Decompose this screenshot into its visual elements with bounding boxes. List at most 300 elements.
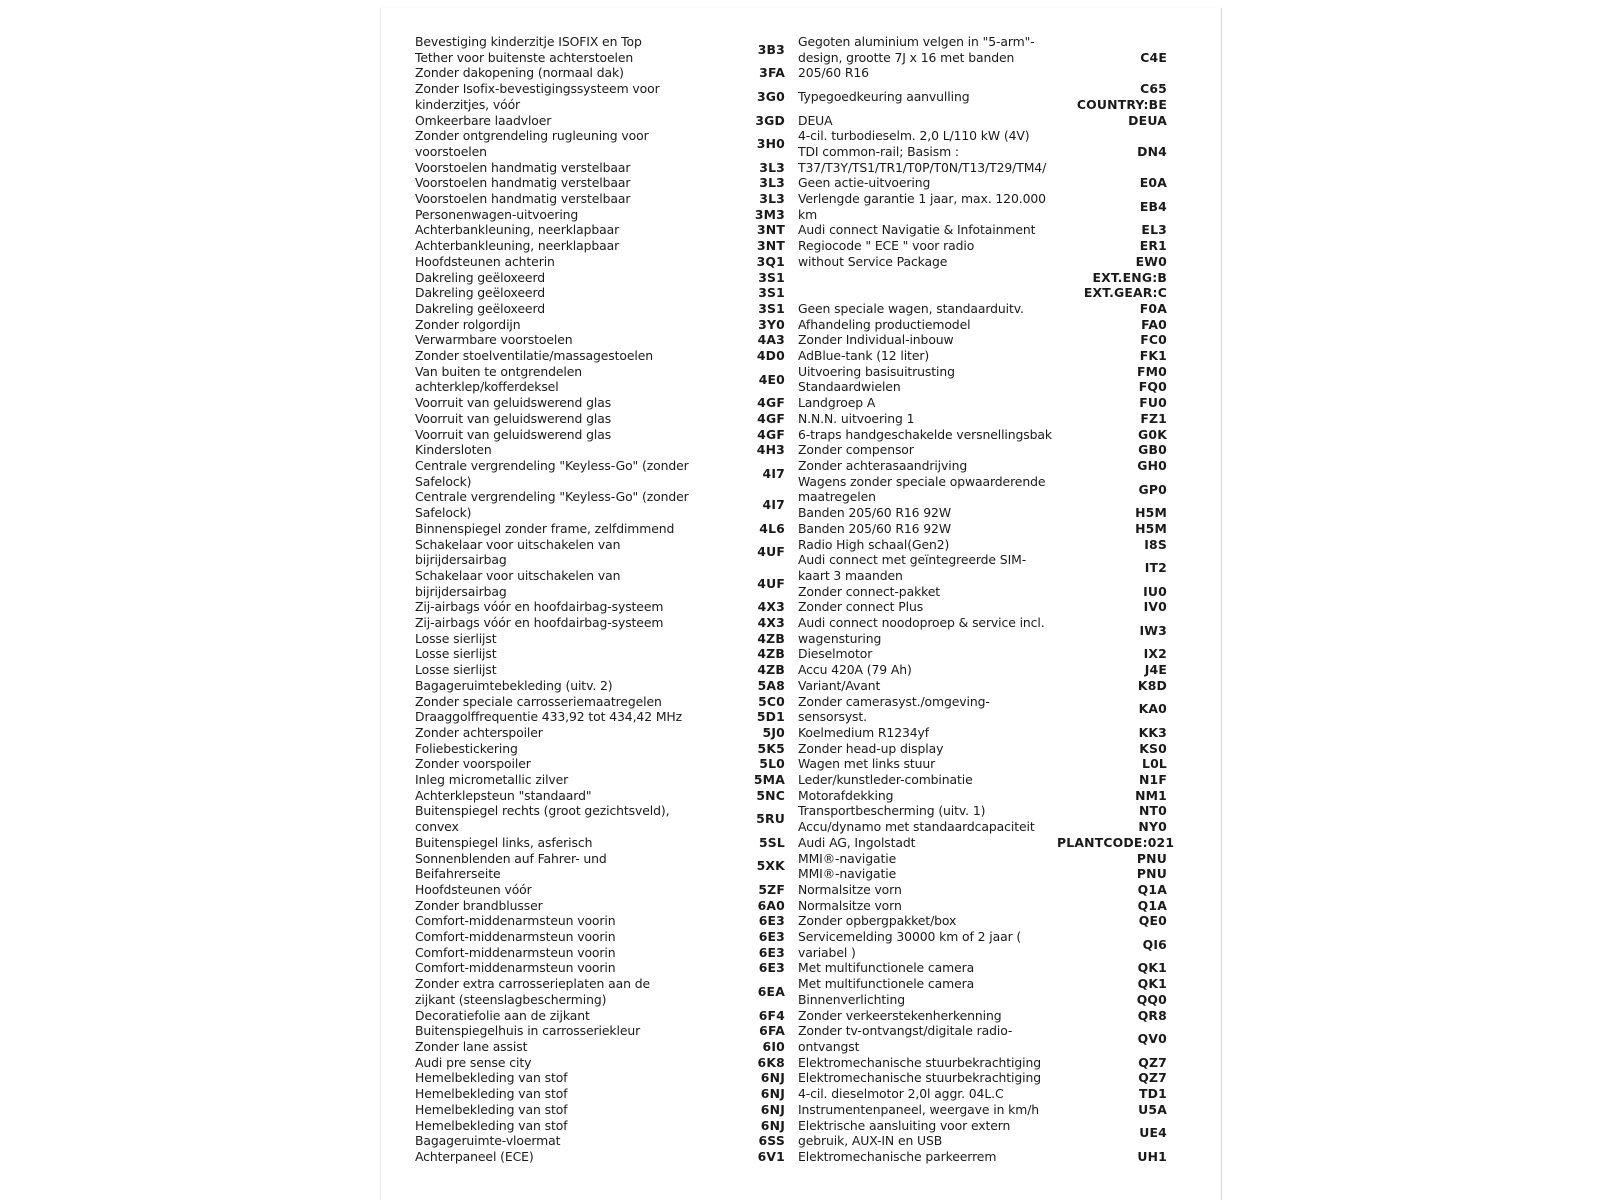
option-code: 3Q1	[756, 253, 785, 269]
option-code: ER1	[1139, 238, 1167, 254]
option-row	[415, 395, 785, 411]
option-description: Zonder connect Plus	[798, 599, 924, 615]
option-description: 6-traps handgeschakelde versnellingsbak	[798, 426, 1052, 442]
option-code: EW0	[1135, 253, 1167, 269]
option-row	[415, 1133, 785, 1149]
option-row	[798, 1008, 1167, 1024]
option-description: Geen speciale wagen, standaarduitv.	[798, 300, 1024, 316]
option-code: U5A	[1138, 1101, 1167, 1117]
option-description: MMI®-navigatie	[798, 866, 897, 882]
option-description: Regiocode " ECE " voor radio	[798, 238, 975, 254]
option-code: 4I7	[762, 465, 785, 481]
option-code: FC0	[1140, 332, 1167, 348]
option-code: 4D0	[756, 348, 785, 364]
option-description: Met multifunctionele camera	[798, 960, 975, 976]
option-code: FQ0	[1138, 379, 1167, 395]
option-row	[798, 882, 1167, 898]
option-row	[415, 285, 785, 301]
option-description: Voorruit van geluidswerend glas	[415, 426, 612, 442]
option-code: QE0	[1138, 913, 1167, 929]
option-code: GP0	[1138, 481, 1167, 497]
option-description: Achterbankleuning, neerklapbaar	[415, 222, 620, 238]
option-code: 6NJ	[760, 1070, 785, 1086]
option-description: 4-cil. dieselmotor 2,0l aggr. 04L.C	[798, 1086, 1004, 1102]
option-description: Hoofdsteunen vóór	[415, 881, 532, 897]
option-row	[415, 929, 785, 945]
option-description: Voorstoelen handmatig verstelbaar	[415, 175, 631, 191]
option-code: 5XK	[756, 858, 785, 874]
option-code: DEUA	[1128, 112, 1167, 128]
option-description: Decoratiefolie aan de zijkant	[415, 1007, 590, 1023]
option-code: 6EA	[757, 984, 785, 1000]
option-description: Zij-airbags vóór en hoofdairbag-systeem	[415, 599, 664, 615]
option-description: 4-cil. turbodieselm. 2,0 L/110 kW (4V) TDI common-rail; Basism : T37/T3Y/TS1/TR1/T0P/T0N/T13/T29/TM4/	[798, 128, 1047, 175]
option-code: 6F4	[758, 1007, 785, 1023]
option-description: Landgroep A	[798, 395, 876, 411]
option-code: 5NC	[756, 787, 785, 803]
option-code: E0A	[1139, 175, 1167, 191]
option-code: IU0	[1143, 583, 1167, 599]
option-description: Leder/kunstleder-combinatie	[798, 772, 973, 788]
option-code: 6E3	[758, 960, 785, 976]
option-row	[798, 834, 1175, 851]
option-row	[415, 489, 785, 520]
option-description: Hemelbekleding van stof	[415, 1070, 568, 1086]
option-description: Achterpaneel (ECE)	[415, 1148, 534, 1164]
option-description: Zonder camerasyst./omgeving- sensorsyst.	[798, 693, 990, 725]
option-row	[798, 128, 1167, 175]
option-code: FZ1	[1140, 410, 1167, 426]
option-row	[415, 835, 785, 851]
option-code: QQ0	[1136, 991, 1167, 1007]
option-row	[415, 709, 785, 725]
option-code: 5SL	[758, 834, 785, 850]
option-code: NT0	[1138, 803, 1167, 819]
option-row	[415, 317, 785, 333]
option-code: C4E	[1140, 49, 1167, 65]
option-row	[798, 427, 1167, 443]
option-description: Met multifunctionele camera	[798, 976, 975, 992]
option-row	[415, 1086, 785, 1102]
option-description: AdBlue-tank (12 liter)	[798, 348, 930, 364]
right-options-column	[798, 34, 1175, 1165]
option-code: 5MA	[753, 772, 785, 788]
option-code: 6NJ	[760, 1101, 785, 1117]
option-row	[415, 364, 785, 395]
option-row	[798, 191, 1167, 222]
option-row	[798, 599, 1167, 615]
option-description: Banden 205/60 R16 92W	[798, 520, 951, 536]
option-code: QK1	[1137, 976, 1167, 992]
option-row	[798, 913, 1167, 929]
option-row	[415, 662, 785, 678]
option-description: Zonder lane assist	[415, 1039, 528, 1054]
option-description: Instrumentenpaneel, weergave in km/h	[798, 1101, 1040, 1117]
option-description: Variant/Avant	[798, 677, 881, 693]
option-description: Schakelaar voor uitschakelen van bijrijdersairbag	[415, 536, 621, 568]
option-description: Elektrische aansluiting voor extern gebruik, AUX-IN en USB	[798, 1117, 1011, 1149]
option-code: Q1A	[1137, 881, 1167, 897]
option-row	[798, 1102, 1167, 1118]
option-code: KA0	[1138, 701, 1167, 717]
option-description: Servicemelding 30000 km of 2 jaar ( variabel )	[798, 929, 1022, 960]
option-description: Achterklepsteun "standaard"	[415, 787, 592, 803]
option-code: 3L3	[759, 159, 785, 175]
option-description: Bagageruimtebekleding (uitv. 2)	[415, 677, 613, 693]
option-code: 6SS	[758, 1133, 785, 1149]
option-code: G0K	[1138, 426, 1167, 442]
option-description: Zonder achterasaandrijving	[798, 457, 968, 473]
option-row	[798, 662, 1167, 678]
option-description: Standaardwielen	[798, 379, 901, 395]
option-code: NY0	[1138, 819, 1167, 835]
option-description: Audi AG, Ingolstadt	[798, 834, 916, 850]
option-code: 4E0	[758, 371, 785, 387]
option-row	[798, 348, 1167, 364]
option-code: FM0	[1136, 363, 1167, 379]
option-row	[415, 411, 785, 427]
option-description: Zonder ontgrendeling rugleuning voor voorstoelen	[415, 128, 649, 159]
option-code: IW3	[1139, 622, 1167, 638]
option-code: 3NT	[756, 222, 785, 238]
option-code: 3Y0	[758, 316, 785, 332]
option-description: MMI®-navigatie	[798, 850, 897, 866]
option-description: Audi connect Navigatie & Infotainment	[798, 222, 1036, 238]
option-description: Draaggolffrequentie 433,92 tot 434,42 MHz	[415, 709, 683, 725]
option-row	[798, 1118, 1167, 1149]
option-row	[415, 521, 785, 537]
option-code: H5M	[1135, 520, 1167, 536]
option-code: IV0	[1143, 599, 1167, 615]
option-description: Normalsitze vorn	[798, 881, 902, 897]
option-code: FU0	[1139, 395, 1167, 411]
option-description: Zij-airbags vóór en hoofdairbag-systeem	[415, 615, 664, 631]
option-code: 3GD	[755, 112, 785, 128]
option-description: Wagens zonder speciale opwaarderende maatregelen	[798, 473, 1046, 505]
option-code: 4X3	[757, 615, 785, 631]
option-row	[798, 395, 1167, 411]
option-description: Comfort-middenarmsteun voorin	[415, 913, 616, 929]
option-description: Verlengde garantie 1 jaar, max. 120.000 km	[798, 191, 1046, 222]
option-code: I8S	[1144, 536, 1167, 552]
option-code: 6NJ	[760, 1117, 785, 1133]
option-row	[415, 301, 785, 317]
option-code: EXT.ENG:B	[1092, 269, 1167, 285]
option-row	[415, 1055, 785, 1071]
option-description: Inleg micrometallic zilver	[415, 772, 569, 788]
option-code: QR8	[1137, 1007, 1167, 1023]
option-code: EL3	[1141, 222, 1167, 238]
option-description: Zonder verkeerstekenherkenning	[798, 1007, 1002, 1023]
option-code: GB0	[1138, 442, 1167, 458]
option-description: Normalsitze vorn	[798, 897, 902, 913]
option-row	[415, 568, 785, 599]
option-description: Foliebestickering	[415, 740, 518, 756]
option-code: 4H3	[756, 442, 785, 458]
option-row	[798, 960, 1167, 976]
option-row	[415, 1070, 785, 1086]
option-code: N1F	[1138, 772, 1167, 788]
option-description: Voorstoelen handmatig verstelbaar	[415, 191, 631, 207]
option-code: 6FA	[759, 1023, 785, 1039]
option-row	[415, 976, 785, 1007]
option-row	[415, 599, 785, 615]
option-description: Dakreling geëloxeerd	[415, 300, 545, 316]
option-code: NM1	[1135, 787, 1167, 803]
option-code: 6K8	[757, 1054, 785, 1070]
option-description: Comfort-middenarmsteun voorin	[415, 960, 616, 976]
option-description: Zonder speciale carrosseriemaatregelen	[415, 693, 662, 709]
option-code: UE4	[1139, 1125, 1167, 1141]
option-description: Zonder dakopening (normaal dak)	[415, 65, 624, 81]
option-description: Buitenspiegel rechts (groot gezichtsveld), convex	[415, 803, 670, 835]
option-code: 3M3	[754, 206, 785, 222]
option-row	[415, 254, 785, 270]
option-row	[798, 552, 1167, 583]
option-row	[415, 1039, 785, 1055]
option-code: EB4	[1139, 198, 1167, 214]
option-description: Centrale vergrendeling "Keyless-Go" (zonder Safelock)	[415, 457, 689, 489]
option-row	[798, 725, 1167, 741]
option-row	[798, 694, 1167, 725]
option-code: H5M	[1135, 505, 1167, 521]
option-row	[415, 332, 785, 348]
option-description: Hemelbekleding van stof	[415, 1086, 568, 1102]
option-row	[798, 898, 1167, 914]
option-row	[415, 945, 785, 961]
option-description: Zonder connect-pakket	[798, 583, 941, 599]
option-code: 6E3	[758, 913, 785, 929]
option-description: Zonder stoelventilatie/massagestoelen	[415, 348, 654, 364]
option-row	[798, 929, 1167, 960]
option-code: 3NT	[756, 238, 785, 254]
option-description: Voorruit van geluidswerend glas	[415, 410, 612, 426]
option-row	[798, 1149, 1167, 1165]
option-row	[798, 584, 1167, 600]
option-code: PNU	[1136, 850, 1167, 866]
option-description: Elektromechanische stuurbekrachtiging	[798, 1054, 1042, 1070]
option-row	[798, 646, 1167, 662]
option-code: 6E3	[758, 944, 785, 960]
option-row	[415, 128, 785, 159]
option-row	[415, 1008, 785, 1024]
option-code: FK1	[1139, 348, 1167, 364]
option-row	[798, 992, 1167, 1008]
option-code: 4ZB	[757, 646, 785, 662]
option-code: IT2	[1144, 560, 1167, 576]
option-row	[798, 976, 1167, 992]
option-description: Zonder extra carrosserieplaten aan de zijkant (steenslagbescherming)	[415, 976, 650, 1007]
option-code: 5K5	[757, 740, 785, 756]
option-description: Afhandeling productiemodel	[798, 316, 971, 332]
option-code: 3S1	[758, 300, 785, 316]
option-description: Elektromechanische parkeerrem	[798, 1148, 997, 1164]
option-description: Buitenspiegelhuis in carrosseriekleur	[415, 1023, 641, 1039]
option-row	[415, 537, 785, 568]
option-row	[798, 458, 1167, 474]
option-row	[798, 270, 1167, 286]
option-code: TD1	[1139, 1086, 1167, 1102]
option-code: QV0	[1137, 1031, 1167, 1047]
option-description: Comfort-middenarmsteun voorin	[415, 944, 616, 960]
option-code: L0L	[1141, 756, 1167, 772]
option-description: Hemelbekleding van stof	[415, 1101, 568, 1117]
option-row	[415, 1023, 785, 1039]
option-description: Motorafdekking	[798, 787, 894, 803]
option-row	[798, 1086, 1167, 1102]
option-row	[415, 207, 785, 223]
option-description: Elektromechanische stuurbekrachtiging	[798, 1070, 1042, 1086]
option-row	[798, 1023, 1167, 1054]
option-description: Audi connect noodoproep & service incl. wagensturing	[798, 615, 1045, 646]
option-description: Radio High schaal(Gen2)	[798, 536, 950, 552]
option-code: 3L3	[759, 175, 785, 191]
option-row	[798, 819, 1167, 835]
option-row	[415, 191, 785, 207]
option-code: 6A0	[757, 897, 785, 913]
option-row	[415, 725, 785, 741]
option-code: 3G0	[756, 88, 785, 104]
option-description: Audi pre sense city	[415, 1054, 532, 1070]
option-row	[415, 615, 785, 631]
option-description: Binnenspiegel zonder frame, zelfdimmend	[415, 520, 675, 536]
option-row	[415, 631, 785, 647]
option-row	[415, 270, 785, 286]
option-code: DN4	[1137, 143, 1167, 159]
option-description: Zonder compensor	[798, 442, 914, 458]
option-row	[798, 537, 1167, 553]
option-code: QZ7	[1138, 1070, 1167, 1086]
option-description: Losse sierlijst	[415, 646, 497, 662]
option-description: Zonder voorspoiler	[415, 756, 531, 772]
option-description: Hemelbekleding van stof	[415, 1117, 568, 1133]
option-code: 4GF	[757, 395, 785, 411]
option-description: Dakreling geëloxeerd	[415, 285, 545, 301]
option-code: 6I0	[762, 1039, 785, 1054]
option-description: Verwarmbare voorstoelen	[415, 332, 573, 348]
option-row	[415, 348, 785, 364]
option-description: Gegoten aluminium velgen in "5-arm"- design, grootte 7J x 16 met banden 205/60 R16	[798, 34, 1035, 81]
option-description: Zonder Isofix-bevestigingssysteem voor kinderzitjes, vóór	[415, 81, 660, 112]
option-row	[415, 756, 785, 772]
option-row	[415, 851, 785, 882]
option-row	[798, 34, 1167, 81]
option-row	[415, 160, 785, 176]
option-row	[798, 379, 1167, 395]
option-description: Personenwagen-uitvoering	[415, 206, 579, 222]
option-code: 5C0	[758, 693, 785, 709]
option-description: Centrale vergrendeling "Keyless-Go" (zonder Safelock)	[415, 489, 689, 521]
option-description: Dieselmotor	[798, 646, 873, 662]
option-description: Transportbescherming (uitv. 1)	[798, 803, 986, 819]
option-description: Wagen met links stuur	[798, 756, 936, 772]
option-description: Losse sierlijst	[415, 630, 497, 646]
option-code: 6NJ	[760, 1086, 785, 1102]
option-row	[415, 442, 785, 458]
option-code: UH1	[1137, 1148, 1167, 1164]
option-row	[798, 175, 1167, 191]
option-row	[798, 803, 1167, 819]
option-description: Omkeerbare laadvloer	[415, 112, 552, 128]
option-row	[798, 301, 1167, 317]
option-row	[415, 646, 785, 662]
option-row	[415, 913, 785, 929]
option-row	[798, 615, 1167, 646]
option-row	[415, 898, 785, 914]
option-description: Zonder rolgordijn	[415, 316, 521, 332]
option-description: Accu 420A (79 Ah)	[798, 662, 912, 678]
option-code: 4L6	[759, 520, 785, 536]
option-code: EXT.GEAR:C	[1083, 285, 1167, 301]
option-code: 4ZB	[757, 630, 785, 646]
option-description: Kindersloten	[415, 442, 492, 458]
option-description: Zonder tv-ontvangst/digitale radio- ontvangst	[798, 1023, 1013, 1054]
option-row	[415, 772, 785, 788]
option-row	[415, 427, 785, 443]
option-code: GH0	[1137, 457, 1167, 473]
option-code: 4X3	[757, 599, 785, 615]
option-row	[798, 505, 1167, 521]
option-description: Geen actie-uitvoering	[798, 175, 931, 191]
option-description: Voorstoelen handmatig verstelbaar	[415, 159, 631, 175]
option-description: Zonder brandblusser	[415, 897, 543, 913]
option-description: Typegoedkeuring aanvulling	[798, 88, 970, 104]
option-row	[798, 254, 1167, 270]
option-row	[798, 474, 1167, 505]
option-description: Voorruit van geluidswerend glas	[415, 395, 612, 411]
option-code: IX2	[1143, 646, 1167, 662]
option-row	[415, 34, 785, 65]
option-code: 3H0	[756, 136, 785, 152]
option-row	[415, 788, 785, 804]
option-description: N.N.N. uitvoering 1	[798, 410, 915, 426]
option-code: PNU	[1136, 866, 1167, 882]
option-description: Bevestiging kinderzitje ISOFIX en Top Tether voor buitenste achterstoelen	[415, 34, 642, 65]
option-code: 3B3	[757, 41, 785, 57]
option-row	[798, 222, 1167, 238]
option-code: 4GF	[757, 410, 785, 426]
option-description: Achterbankleuning, neerklapbaar	[415, 238, 620, 254]
option-row	[415, 1149, 785, 1165]
option-description: Dakreling geëloxeerd	[415, 269, 545, 285]
option-description: Banden 205/60 R16 92W	[798, 505, 951, 521]
option-code: 5RU	[756, 811, 785, 827]
option-code: 3S1	[758, 285, 785, 301]
option-row	[798, 81, 1167, 112]
option-code: J4E	[1144, 662, 1167, 678]
option-row	[415, 238, 785, 254]
option-description: Hoofdsteunen achterin	[415, 253, 555, 269]
option-code: F0A	[1139, 300, 1167, 316]
option-code: 4ZB	[757, 662, 785, 678]
option-row	[415, 803, 785, 834]
option-row	[798, 238, 1167, 254]
option-code: 5J0	[762, 724, 785, 740]
option-code: Q1A	[1137, 897, 1167, 913]
option-description: Van buiten te ontgrendelen achterklep/kofferdeksel	[415, 363, 583, 395]
option-code: 3L3	[759, 191, 785, 207]
option-row	[415, 694, 785, 710]
option-description: Zonder achterspoiler	[415, 724, 543, 740]
option-description: Buitenspiegel links, asferisch	[415, 834, 593, 850]
option-description: Audi connect met geïntegreerde SIM- kaart 3 maanden	[798, 552, 1027, 583]
option-code: K8D	[1137, 677, 1167, 693]
option-row	[798, 851, 1167, 867]
option-description: Binnenverlichting	[798, 991, 906, 1007]
option-code: 5ZF	[758, 881, 785, 897]
option-description: Koelmedium R1234yf	[798, 724, 930, 740]
option-row	[798, 317, 1167, 333]
